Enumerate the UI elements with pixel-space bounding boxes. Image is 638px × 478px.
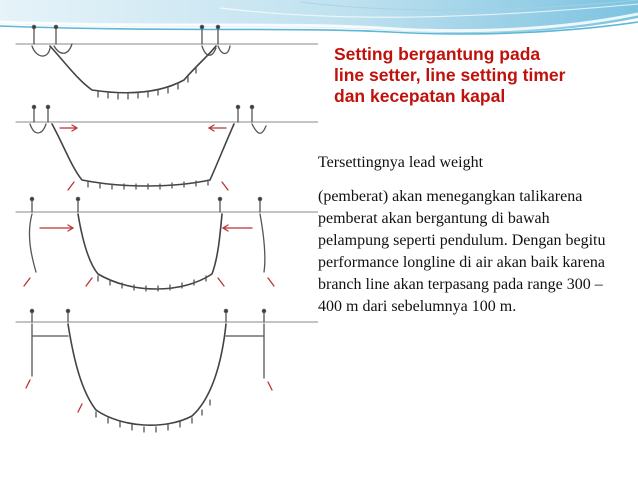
diagram-stage-1 — [16, 25, 318, 99]
diagram-stage-3 — [16, 197, 318, 291]
diagram-stage-2 — [16, 105, 318, 190]
diagram-stage-4 — [16, 309, 318, 432]
body-paragraph-2: (pemberat) akan menegangkan talikarena pemberat akan bergantung di bawah pelampung seperti pendulum. Dengan begitu performance longline di air akan baik karena branch line akan terpasang pada range 300 – 400 m dari sebelumnya 100 m. — [318, 188, 606, 315]
slide-body — [318, 152, 610, 318]
longline-setting-diagram — [12, 22, 318, 452]
body-paragraph-1: Tersettingnya lead weight — [318, 154, 484, 171]
slide-title: Setting bergantung pada line setter, line setting timer dan kecepatan kapal — [330, 44, 570, 107]
